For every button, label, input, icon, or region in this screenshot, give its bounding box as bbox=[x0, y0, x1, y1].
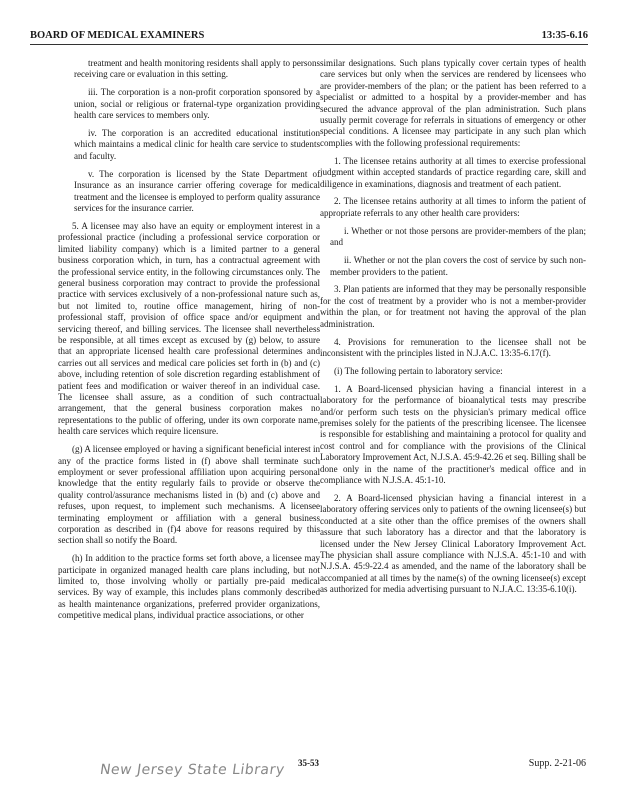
page-number: 35-53 bbox=[298, 758, 319, 768]
running-header bbox=[30, 28, 588, 45]
paragraph: 2. A Board-licensed physician having a financial interest in a laboratory offering services only to patients of the owning licensee(s) but conducted at a site other than the office premises of the owners shall assure that such laboratory has a director and that the laboratory is licensed under the New Jersey Clinical Laboratory Improvement Act. The physician shall assure compliance with N.J.S.A. 45:1-10 and with N.J.S.A. 45:9-22.4 as amended, and the name of the laboratory shall be accompanied at all times by the name(s) of the owning licensee(s) except as authorized for media advertising pursuant to N.J.A.C. 13:35-6.10(i). bbox=[320, 492, 586, 595]
paragraph: 2. The licensee retains authority at all times to inform the patient of appropriate referrals to any other health care providers: bbox=[320, 196, 586, 218]
paragraph: i. Whether or not those persons are provider-members of the plan; and bbox=[330, 225, 586, 248]
paragraph: 1. The licensee retains authority at all times to exercise professional judgment within accepted standards of practice regarding care, skill and diligence in examinations, diagnosis and treatment of each patient. bbox=[320, 155, 586, 189]
library-watermark-logo: New Jersey State Library bbox=[98, 762, 286, 778]
paragraph: 3. Plan patients are informed that they may be personally responsible for the cost of treatment by a provider who is not a member-provider within the plan, or for treatment not having the approval of the plan administration. bbox=[320, 284, 586, 329]
paragraph: v. The corporation is licensed by the State Department of Insurance as an insurance carrier offering coverage for medical treatment and the licensee is employed to perform quality assurance services for the insurance carrier. bbox=[74, 168, 320, 213]
paragraph: similar designations. Such plans typically cover certain types of health care services but only when the services are rendered by licensees who are provider-members of the plan; or the patient has been referred to a specialist or admitted to a hospital by a provider-member and has secured the advance approval of the plan administration. Such plans usually permit coverage for referrals in situations of emergency or other special conditions. A licensee may participate in any such plan which complies with the following professional requirements: bbox=[320, 58, 586, 148]
right-column bbox=[320, 58, 586, 602]
paragraph: iii. The corporation is a non-profit corporation sponsored by a union, social or religious or fraternal-type organization providing health care services to members only. bbox=[74, 87, 320, 121]
paragraph: 1. A Board-licensed physician having a financial interest in a laboratory for the performance of bioanalytical tests may prescribe and/or perform such tests on the physician's primary medical office premises solely for the patients of the prescribing licensee. The licensee is responsible for establishing and maintaining a protocol for quality and cost control and for compliance with the provisions of the Clinical Laboratory Improvement Act, N.J.S.A. 45:9-42.26 et seq. Billing shall be done only in the name of the practitioner's medical office and in compliance with N.J.S.A. 45:1-10. bbox=[320, 383, 586, 485]
left-column bbox=[58, 58, 320, 628]
paragraph: (h) In addition to the practice forms set forth above, a licensee may participate in organized managed health care plans including, but not limited to, those involving wholly or partially pre-paid medical services. By way of example, this includes plans commonly described as health maintenance organizations, preferred provider organizations, competitive medical plans, individual practice associations, or other bbox=[58, 553, 320, 621]
paragraph: (g) A licensee employed or having a significant beneficial interest in any of the practice forms listed in (f) above shall terminate such employment or sever professional affiliation upon acquiring personal knowledge that the entity regularly fails to provide or observe the quality control/assurance mechanisms listed in (b) and (c) above and refuses, upon request, to implement such mechanisms. A licensee terminating employment or affiliation with a general business corporation as described in (f)4 above for reasons required by this section shall so notify the Board. bbox=[58, 444, 320, 546]
paragraph: 5. A licensee may also have an equity or employment interest in a professional practice (including a professional service corporation or limited liability company) which is a limited partner to a general business corporation which, in turn, has a contractual agreement with the professional service entity, in the following circumstances only. The general business corporation may contract to provide the professional practice with services exclusively of a non-professional nature such as, but not limited to, routine office management, hiring of non-professional staff, provision of office space and/or equipment and servicing thereof, and billing services. The licensee shall nevertheless be responsible, at all times except as excused by (g) below, to assure that an appropriate licensed health care professional determines and carries out all services and medical care policies set forth in (b) and (c) above, including retention of sole discretion regarding establishment of patient fees and modification or waiver thereof in an individual case. The licensee shall assure, as a condition of such contractual arrangement, that the general business corporation makes no representations to the public of offering, under its own corporate name, health care services which require licensure. bbox=[58, 220, 320, 437]
supplement-date: Supp. 2-21-06 bbox=[528, 758, 586, 769]
header-section-number: 13:35-6.16 bbox=[541, 30, 588, 41]
paragraph: treatment and health monitoring residents shall apply to persons receiving care or evaluation in this setting. bbox=[74, 58, 320, 80]
header-title: BOARD OF MEDICAL EXAMINERS bbox=[30, 30, 205, 41]
paragraph: iv. The corporation is an accredited educational institution which maintains a medical clinic for health care service to students and faculty. bbox=[74, 128, 320, 161]
paragraph: 4. Provisions for remuneration to the licensee shall not be inconsistent with the principles listed in N.J.A.C. 13:35-6.17(f). bbox=[320, 336, 586, 358]
paragraph: (i) The following pertain to laboratory service: bbox=[334, 365, 503, 376]
paragraph: ii. Whether or not the plan covers the cost of service by such non-member providers to the patient. bbox=[330, 255, 586, 277]
